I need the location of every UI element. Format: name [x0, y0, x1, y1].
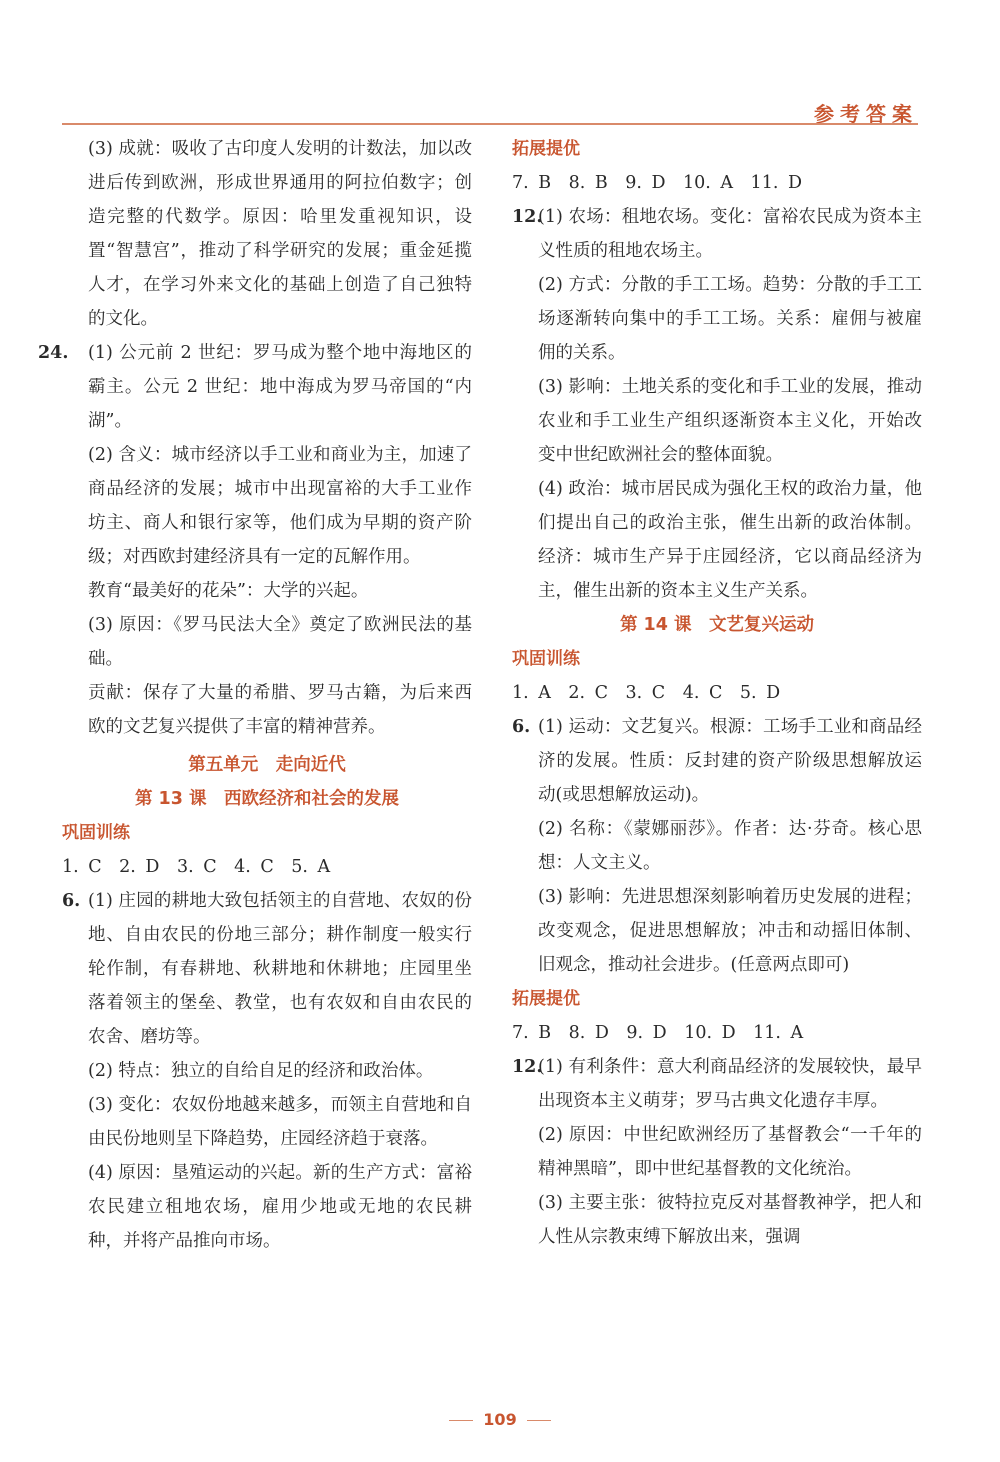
section-consolidate-2: 巩固训练	[512, 649, 580, 669]
lesson13-title: 第 13 课 西欧经济和社会的发展	[134, 789, 400, 809]
left-column	[38, 132, 472, 1258]
q6b-block	[512, 710, 922, 812]
header-title: 参考答案	[814, 102, 918, 126]
section-consolidate: 巩固训练	[62, 823, 130, 843]
mc-answers-1-5-b: 1. A 2. C 3. C 4. C 5. D	[512, 683, 781, 703]
q12-part2: (2) 方式：分散的手工工场。趋势：分散的手工工场逐渐转向集中的手工工场。关系：雇佣与被雇佣的关系。	[538, 275, 922, 363]
q24-block	[38, 336, 472, 438]
q12b-part2: (2) 原因：中世纪欧洲经历了基督教会“一千年的精神黑暗”，即中世纪基督教的文化统治。	[538, 1125, 922, 1179]
q6-part1: (1) 庄园的耕地大致包括领主的自营地、农奴的份地、自由农民的份地三部分；耕作制度一般实行轮作制，有春耕地、秋耕地和休耕地；庄园里坐落着领主的堡垒、教堂，也有农奴和自由农民的农舍、磨坊等。	[88, 891, 472, 1047]
right-column	[512, 132, 922, 1254]
q12-part4: (4) 政治：城市居民成为强化王权的政治力量，他们提出自己的政治主张，催生出新的政治体制。经济：城市生产异于庄园经济，它以商品经济为主，催生出新的资本主义生产关系。	[538, 479, 922, 601]
q24-part1: (1) 公元前 2 世纪：罗马成为整个地中海地区的霸主。公元 2 世纪：地中海成为罗马帝国的“内湖”。	[88, 343, 472, 431]
q23-part3: (3) 成就：吸收了古印度人发明的计数法，加以改进后传到欧洲，形成世界通用的阿拉伯数字；创造完整的代数学。原因：哈里发重视知识，设置“智慧宫”，推动了科学研究的发展；重金延揽人才，在学习外来文化的基础上创造了自己独特的文化。	[88, 139, 472, 329]
q6b-part3: (3) 影响：先进思想深刻影响着历史发展的进程；改变观念，促进思想解放；冲击和动摇旧体制、旧观念，推动社会进步。(任意两点即可)	[538, 887, 922, 975]
q12b-part3: (3) 主要主张：彼特拉克反对基督教神学，把人和人性从宗教束缚下解放出来，强调	[538, 1193, 922, 1247]
unit-title: 第五单元 走向近代	[188, 755, 346, 775]
q6-part2: (2) 特点：独立的自给自足的经济和政治体。	[88, 1061, 434, 1081]
q6-number: 6.	[62, 891, 81, 911]
q12b-part1: (1) 有利条件：意大利商品经济的发展较快，最早出现资本主义萌芽；罗马古典文化遗存丰厚。	[538, 1057, 922, 1111]
q24-part3: (3) 原因：《罗马民法大全》奠定了欧洲民法的基础。	[88, 615, 472, 669]
q24-part2-education: 教育“最美好的花朵”：大学的兴起。	[88, 581, 369, 601]
q6-part3: (3) 变化：农奴份地越来越多，而领主自营地和自由民份地则呈下降趋势，庄园经济趋于衰落。	[88, 1095, 472, 1149]
q12-block	[512, 200, 922, 268]
q12-part1: (1) 农场：租地农场。变化：富裕农民成为资本主义性质的租地农场主。	[538, 207, 922, 261]
mc-answers-7-11: 7. B 8. B 9. D 10. A 11. D	[512, 173, 802, 193]
q6-part4: (4) 原因：垦殖运动的兴起。新的生产方式：富裕农民建立租地农场，雇用少地或无地的农民耕种，并将产品推向市场。	[88, 1163, 472, 1251]
section-extend: 拓展提优	[512, 139, 580, 159]
mc-answers-1-5: 1. C 2. D 3. C 4. C 5. A	[62, 857, 331, 877]
q6b-number: 6.	[512, 717, 531, 737]
q24-part2: (2) 含义：城市经济以手工业和商业为主，加速了商品经济的发展；城市中出现富裕的大手工业作坊主、商人和银行家等，他们成为早期的资产阶级；对西欧封建经济具有一定的瓦解作用。	[88, 445, 472, 567]
q24-number: 24.	[38, 343, 69, 363]
section-extend-2: 拓展提优	[512, 989, 580, 1009]
q12b-block	[512, 1050, 922, 1118]
page-number: 109	[0, 1410, 1000, 1429]
mc-answers-7-11-b: 7. B 8. D 9. D 10. D 11. A	[512, 1023, 804, 1043]
q6-block	[62, 884, 472, 1054]
lesson14-title: 第 14 课 文艺复兴运动	[619, 615, 815, 635]
header-rule	[62, 123, 918, 125]
q24-part3-contribution: 贡献：保存了大量的希腊、罗马古籍，为后来西欧的文艺复兴提供了丰富的精神营养。	[88, 683, 472, 737]
q12-part3: (3) 影响：土地关系的变化和手工业的发展，推动农业和手工业生产组织逐渐资本主义化，开始改变中世纪欧洲社会的整体面貌。	[538, 377, 922, 465]
q6b-part1: (1) 运动：文艺复兴。根源：工场手工业和商品经济的发展。性质：反封建的资产阶级思想解放运动(或思想解放运动)。	[538, 717, 922, 805]
q6b-part2: (2) 名称：《蒙娜丽莎》。作者：达·芬奇。核心思想：人文主义。	[538, 819, 922, 873]
q12-number: 12.	[512, 207, 543, 227]
q12b-number: 12.	[512, 1057, 543, 1077]
